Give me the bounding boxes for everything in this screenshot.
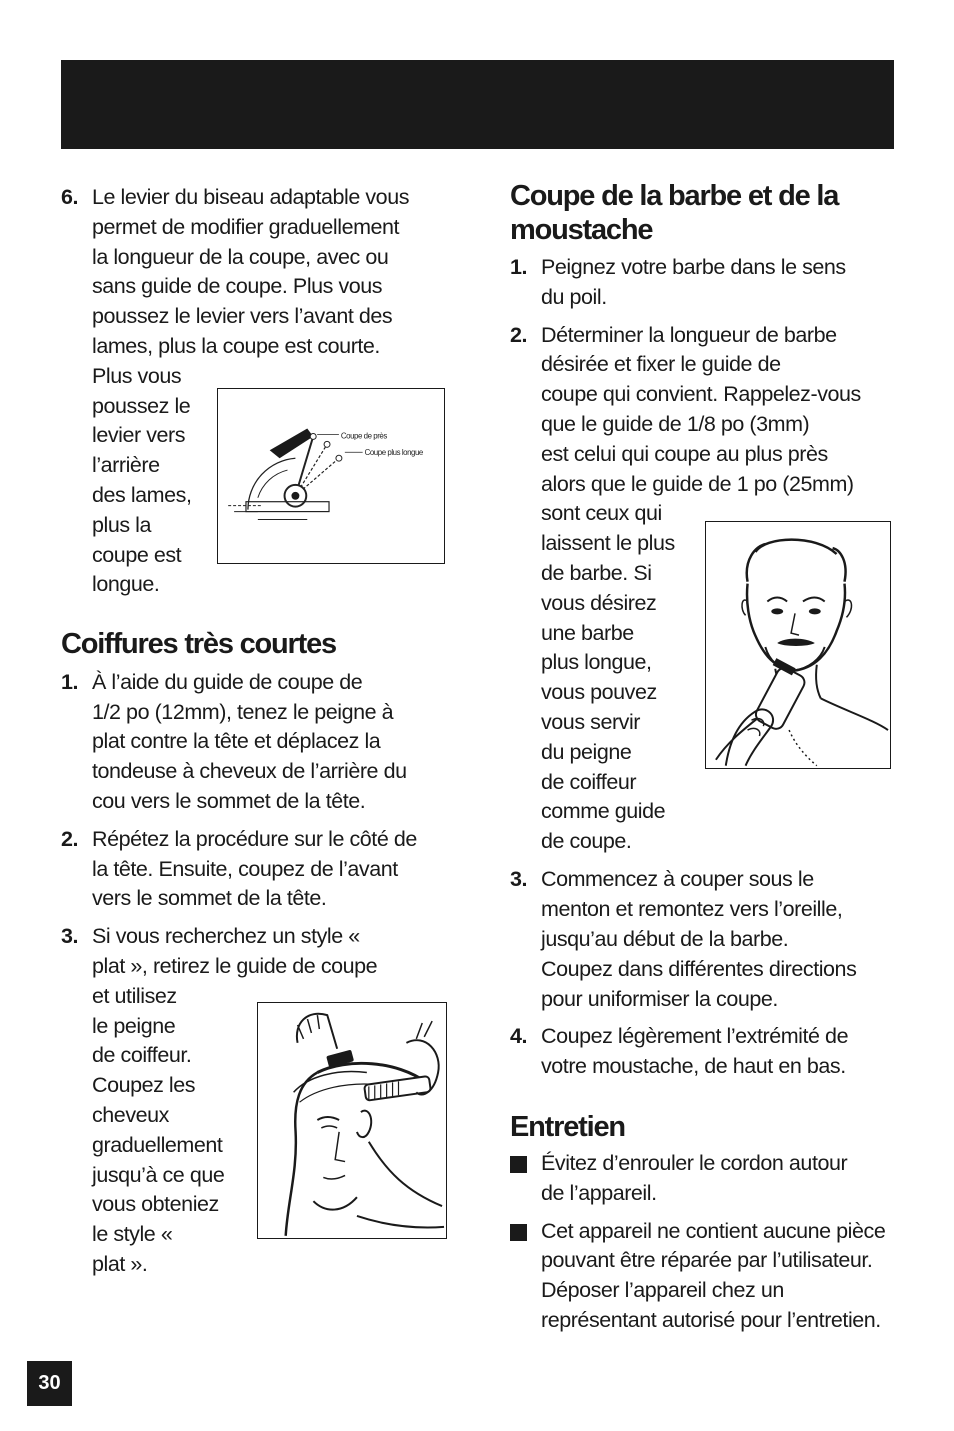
line: le peigne [92, 1013, 176, 1038]
line: Si vous recherchez un style « [92, 924, 360, 949]
instruction-3 [61, 922, 446, 1282]
line: menton et remontez vers l’oreille, [541, 897, 843, 922]
square-bullet-icon [510, 1156, 527, 1173]
taper-lever-illustration [218, 389, 444, 563]
title-line: Coupe de la barbe et de la [510, 180, 839, 212]
line: jusqu’au début de la barbe. [541, 926, 789, 951]
line: et utilisez [92, 983, 177, 1008]
line: de coiffeur. [92, 1043, 192, 1068]
line: de coiffeur [541, 769, 637, 794]
line: plat ». [92, 1251, 148, 1276]
line: Coupez dans différentes directions [541, 956, 857, 981]
line: votre moustache, de haut en bas. [541, 1054, 846, 1079]
section-title-maintenance: Entretien [510, 1110, 625, 1143]
man-comb-haircut-illustration [258, 1003, 446, 1238]
line: des lames, [92, 482, 192, 507]
line: pour uniformiser la coupe. [541, 986, 778, 1011]
line: Répétez la procédure sur le côté de [92, 826, 417, 851]
item-number: 1. [510, 255, 528, 279]
item-number: 3. [510, 867, 528, 892]
line: que le guide de 1/8 po (3mm) [541, 411, 810, 436]
line: cheveux [92, 1102, 169, 1127]
line: vous obteniez [92, 1192, 219, 1217]
line: du peigne [541, 739, 632, 764]
line: de coupe. [541, 829, 632, 854]
line: levier vers [92, 423, 186, 448]
section-title-beard [510, 179, 895, 247]
line: plat », retirez le guide de coupe [92, 953, 378, 978]
line: graduellement [92, 1132, 223, 1157]
line: vous pouvez [541, 680, 657, 705]
line: sans guide de coupe. Plus vous [92, 274, 383, 299]
line: de l’appareil. [541, 1180, 657, 1205]
item-number: 3. [61, 924, 79, 949]
line: Cet appareil ne contient aucune pièce [541, 1218, 886, 1243]
line: est celui qui coupe au plus près [541, 441, 828, 466]
line: laissent le plus [541, 531, 675, 556]
item-number: 1. [61, 669, 79, 694]
page-number: 30 [27, 1361, 72, 1406]
line: désirée et fixer le guide de [541, 352, 781, 377]
line: lames, plus la coupe est courte. [92, 333, 380, 358]
line: plus la [92, 512, 151, 537]
line: cou vers le sommet de la tête. [92, 788, 366, 813]
line: coupe qui convient. Rappelez-vous [541, 382, 861, 407]
line: Déposer l’appareil chez un [541, 1278, 784, 1303]
line: plus longue, [541, 650, 652, 675]
line: tondeuse à cheveux de l’arrière du [92, 759, 407, 784]
line: vous désirez [541, 590, 657, 615]
instruction-6 [61, 183, 446, 601]
beard-instruction-4 [510, 1022, 895, 1082]
maintenance-bullet [510, 1149, 895, 1209]
line: une barbe [541, 620, 634, 645]
line: l’arrière [92, 453, 160, 478]
longer-cut-label: Coupe plus longue [364, 448, 423, 458]
line: Coupez les [92, 1073, 196, 1098]
line: alors que le guide de 1 po (25mm) [541, 471, 854, 496]
line: poussez le levier vers l’avant des [92, 304, 393, 329]
line: Commencez à couper sous le [541, 867, 814, 892]
instruction-2 [61, 825, 446, 914]
header-bar [61, 60, 894, 149]
left-column [61, 183, 446, 1290]
line: vous servir [541, 709, 640, 734]
line: plat contre la tête et déplacez la [92, 729, 381, 754]
beard-instruction-1 [510, 253, 895, 313]
item-number: 2. [61, 826, 79, 851]
beard-trim-figure [705, 521, 891, 769]
line: Le levier du biseau adaptable vous [92, 185, 409, 209]
beard-instruction-3 [510, 865, 895, 1014]
item-number: 4. [510, 1024, 528, 1049]
line: permet de modifier graduellement [92, 214, 400, 239]
item-number: 2. [510, 322, 528, 347]
line: poussez le [92, 393, 191, 418]
beard-instruction-2 [510, 321, 895, 858]
maintenance-bullet [510, 1217, 895, 1336]
line: Plus vous [92, 363, 182, 388]
line: de barbe. Si [541, 560, 652, 585]
line: Coupez légèrement l’extrémité de [541, 1024, 849, 1049]
close-cut-label: Coupe de près [340, 431, 387, 441]
instruction-1 [61, 668, 446, 817]
line: pouvant être réparée par l’utilisateur. [541, 1248, 873, 1273]
line: comme guide [541, 799, 666, 824]
line: Évitez d’enrouler le cordon autour [541, 1150, 848, 1175]
taper-lever-figure [217, 388, 445, 564]
line: la tête. Ensuite, coupez de l’avant [92, 856, 398, 881]
line: la longueur de la coupe, avec ou [92, 244, 389, 269]
comb-cutting-figure [257, 1002, 447, 1239]
title-line: moustache [510, 214, 653, 246]
line: Déterminer la longueur de barbe [541, 322, 837, 347]
square-bullet-icon [510, 1224, 527, 1241]
line: 1/2 po (12mm), tenez le peigne à [92, 699, 394, 724]
man-beard-trim-illustration [706, 522, 890, 768]
line: À l’aide du guide de coupe de [92, 669, 363, 694]
line: vers le sommet de la tête. [92, 886, 327, 911]
line: longue. [92, 572, 160, 597]
line: Peignez votre barbe dans le sens [541, 255, 846, 279]
line: coupe est [92, 542, 182, 567]
line: jusqu’à ce que [92, 1162, 225, 1187]
line: sont ceux qui [541, 501, 662, 526]
section-title-short-styles: Coiffures très courtes [61, 627, 336, 660]
line: représentant autorisé pour l’entretien. [541, 1307, 881, 1332]
line: du poil. [541, 284, 607, 309]
right-column [510, 179, 895, 1344]
line: le style « [92, 1222, 173, 1247]
item-number: 6. [61, 185, 79, 209]
